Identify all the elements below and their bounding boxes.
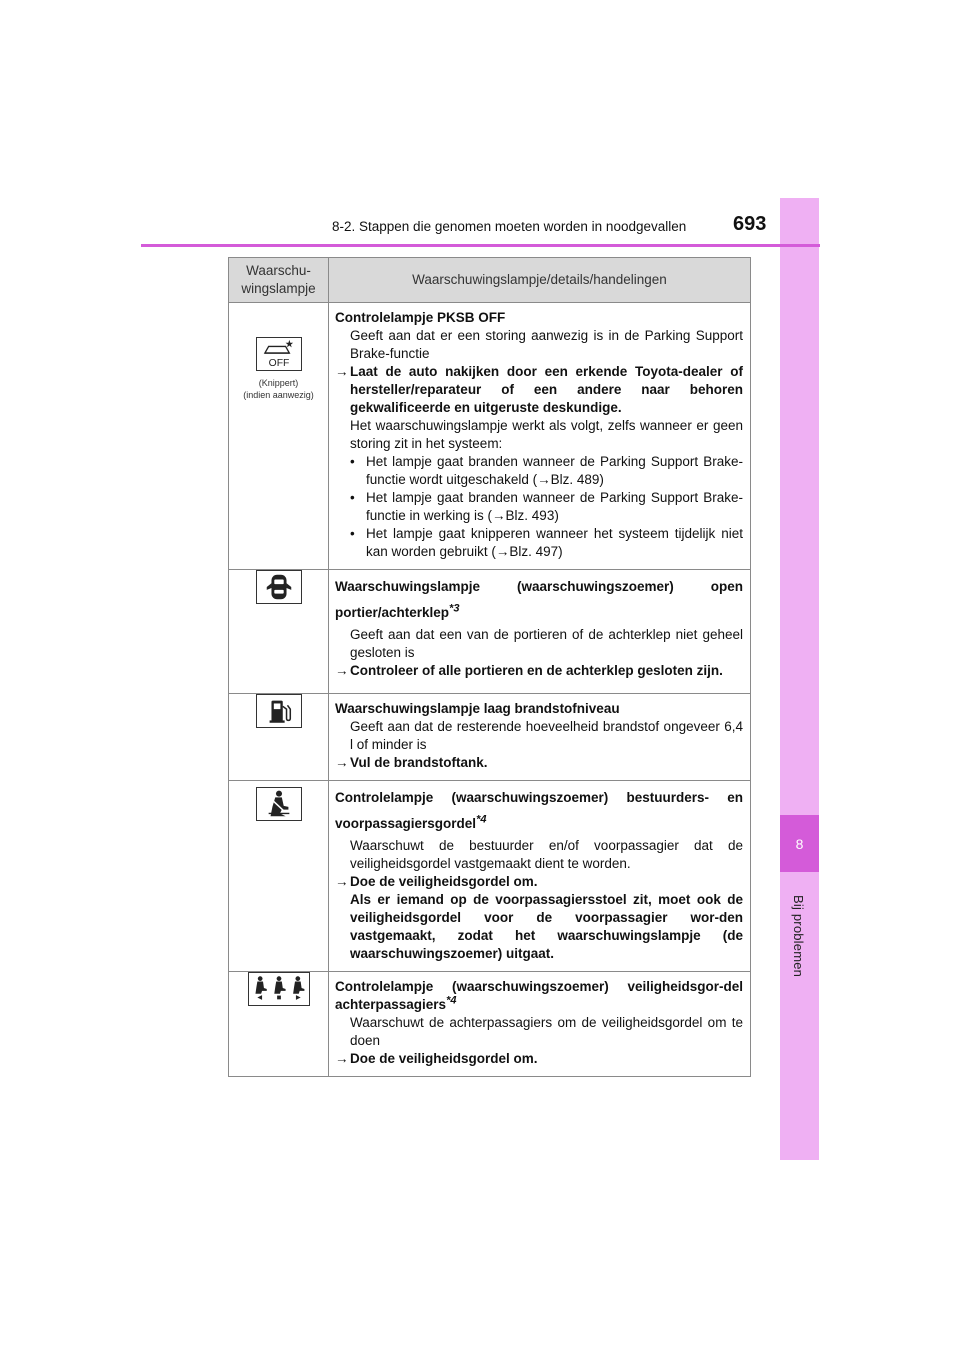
- header-rule: [141, 244, 820, 247]
- icon-cell: [229, 694, 329, 781]
- pksb-off-icon: [256, 337, 302, 371]
- chapter-title-container: [791, 895, 807, 1155]
- row-details: Waarschuwt de bestuurder en/of voorpassagier dat de veiligheidsgordel vastgemaakt dient te worden.: [350, 838, 743, 871]
- col-header-light: [229, 258, 329, 303]
- table-row: [229, 781, 751, 972]
- row-details: Waarschuwt de achterpassagiers om de veiligheidsgordel om te doen: [350, 1015, 743, 1048]
- col-header-light-line-1: Waarschu-: [246, 263, 311, 278]
- table-row: [229, 972, 751, 1077]
- description-cell: [329, 781, 751, 972]
- row-title: Controlelampje PKSB OFF: [335, 310, 506, 325]
- list-item: [350, 453, 743, 489]
- row-action: [335, 662, 743, 680]
- row-action-text: Doe de veiligheidsgordel om.: [350, 874, 538, 889]
- footnote-mark: *4: [476, 813, 487, 826]
- table-row: [229, 694, 751, 781]
- arrow-icon: →: [335, 663, 349, 678]
- description-cell: [329, 303, 751, 570]
- bullet-list: [335, 453, 743, 561]
- row-action: [335, 754, 743, 772]
- page-number: 693: [733, 213, 767, 235]
- row-extra: Het waarschuwingslampje werkt als volgt, zelfs wanneer er geen storing zit in het systeem:: [350, 418, 743, 451]
- row-action: [335, 363, 743, 417]
- row-details: Geeft aan dat een van de portieren of de achterklep niet geheel gesloten is: [350, 627, 743, 660]
- col-header-details: Waarschuwingslampje/details/handelingen: [329, 258, 751, 303]
- bullet-icon: •: [350, 454, 355, 469]
- row-action-text: Vul de brandstoftank.: [350, 755, 488, 770]
- icon-note-if-equipped: (indien aanwezig): [243, 390, 314, 400]
- row-action-text: Laat de auto nakijken door een erkende Toyota-dealer of hersteller/reparateur of een andere naar behoren gekwalificeerde en uitgeruste deskundige.: [350, 364, 743, 415]
- list-item-text: Het lampje gaat knipperen wanneer het systeem tijdelijk niet kan worden gebruikt (→Blz. 497): [366, 526, 743, 559]
- icon-note-blinks: (Knippert): [258, 378, 299, 388]
- bullet-icon: •: [350, 490, 355, 505]
- table-row: [229, 303, 751, 570]
- row-action-text: Doe de veiligheidsgordel om.: [350, 1051, 538, 1066]
- description-cell: [329, 694, 751, 781]
- row-details: Geeft aan dat er een storing aanwezig is in de Parking Support Brake-functie: [350, 328, 743, 361]
- description-cell: [329, 570, 751, 694]
- icon-cell: [229, 303, 329, 570]
- warning-lights-table: [228, 257, 751, 1077]
- chapter-number: 8: [780, 815, 819, 872]
- footnote-mark: *4: [446, 994, 457, 1007]
- row-action-text: Controleer of alle portieren en de achterklep gesloten zijn.: [350, 663, 723, 678]
- row-title: Waarschuwingslampje laag brandstofniveau: [335, 701, 620, 716]
- col-header-light-line-2: wingslampje: [241, 281, 316, 296]
- pksb-off-icon-text: OFF: [268, 358, 289, 370]
- row-title-text: Controlelampje (waarschuwingszoemer) bestuurders- en voorpassagiersgordel: [335, 790, 743, 831]
- chapter-sidebar: [780, 198, 819, 1160]
- seatbelt-icon: [256, 787, 302, 821]
- row-action: [335, 873, 743, 891]
- row-title: [335, 978, 743, 1014]
- arrow-icon: →: [335, 1051, 349, 1066]
- bullet-icon: •: [350, 526, 355, 541]
- row-action: [335, 1050, 743, 1068]
- description-cell: [329, 972, 751, 1077]
- arrow-icon: →: [335, 755, 349, 770]
- fuel-pump-icon: [256, 694, 302, 728]
- rear-seatbelts-icon: [248, 972, 310, 1006]
- list-item: [350, 525, 743, 561]
- row-details: Geeft aan dat de resterende hoeveelheid brandstof ongeveer 6,4 l of minder is: [350, 719, 743, 752]
- icon-cell: [229, 781, 329, 972]
- footnote-mark: *3: [449, 602, 460, 615]
- row-title-text: Controlelampje (waarschuwingszoemer) veiligheidsgor-del achterpassagiers: [335, 979, 743, 1012]
- section-header: 8-2. Stappen die genomen moeten worden in noodgevallen: [332, 219, 687, 234]
- table-row: [229, 570, 751, 694]
- icon-cell: [229, 570, 329, 694]
- arrow-icon: →: [335, 364, 349, 379]
- row-title-text: Waarschuwingslampje (waarschuwingszoemer) open portier/achterklep: [335, 579, 743, 620]
- arrow-icon: →: [335, 874, 349, 889]
- chapter-title: Bij problemen: [791, 895, 806, 978]
- icon-cell: [229, 972, 329, 1077]
- open-door-icon: [256, 570, 302, 604]
- row-action-continued: Als er iemand op de voorpassagiersstoel zit, moet ook de veiligheidsgordel voor de voorpassagier wor-den vastgemaakt, zodat het waarschuwingslampje (de waarschuwingszoemer) uitgaat.: [350, 892, 743, 961]
- list-item: [350, 489, 743, 525]
- row-title: [335, 574, 743, 626]
- list-item-text: Het lampje gaat branden wanneer de Parking Support Brake-functie wordt uitgeschakeld (→Blz. 489): [366, 454, 743, 487]
- list-item-text: Het lampje gaat branden wanneer de Parking Support Brake-functie in werking is (→Blz. 493): [366, 490, 743, 523]
- row-title: [335, 785, 743, 837]
- table-header-row: [229, 258, 751, 303]
